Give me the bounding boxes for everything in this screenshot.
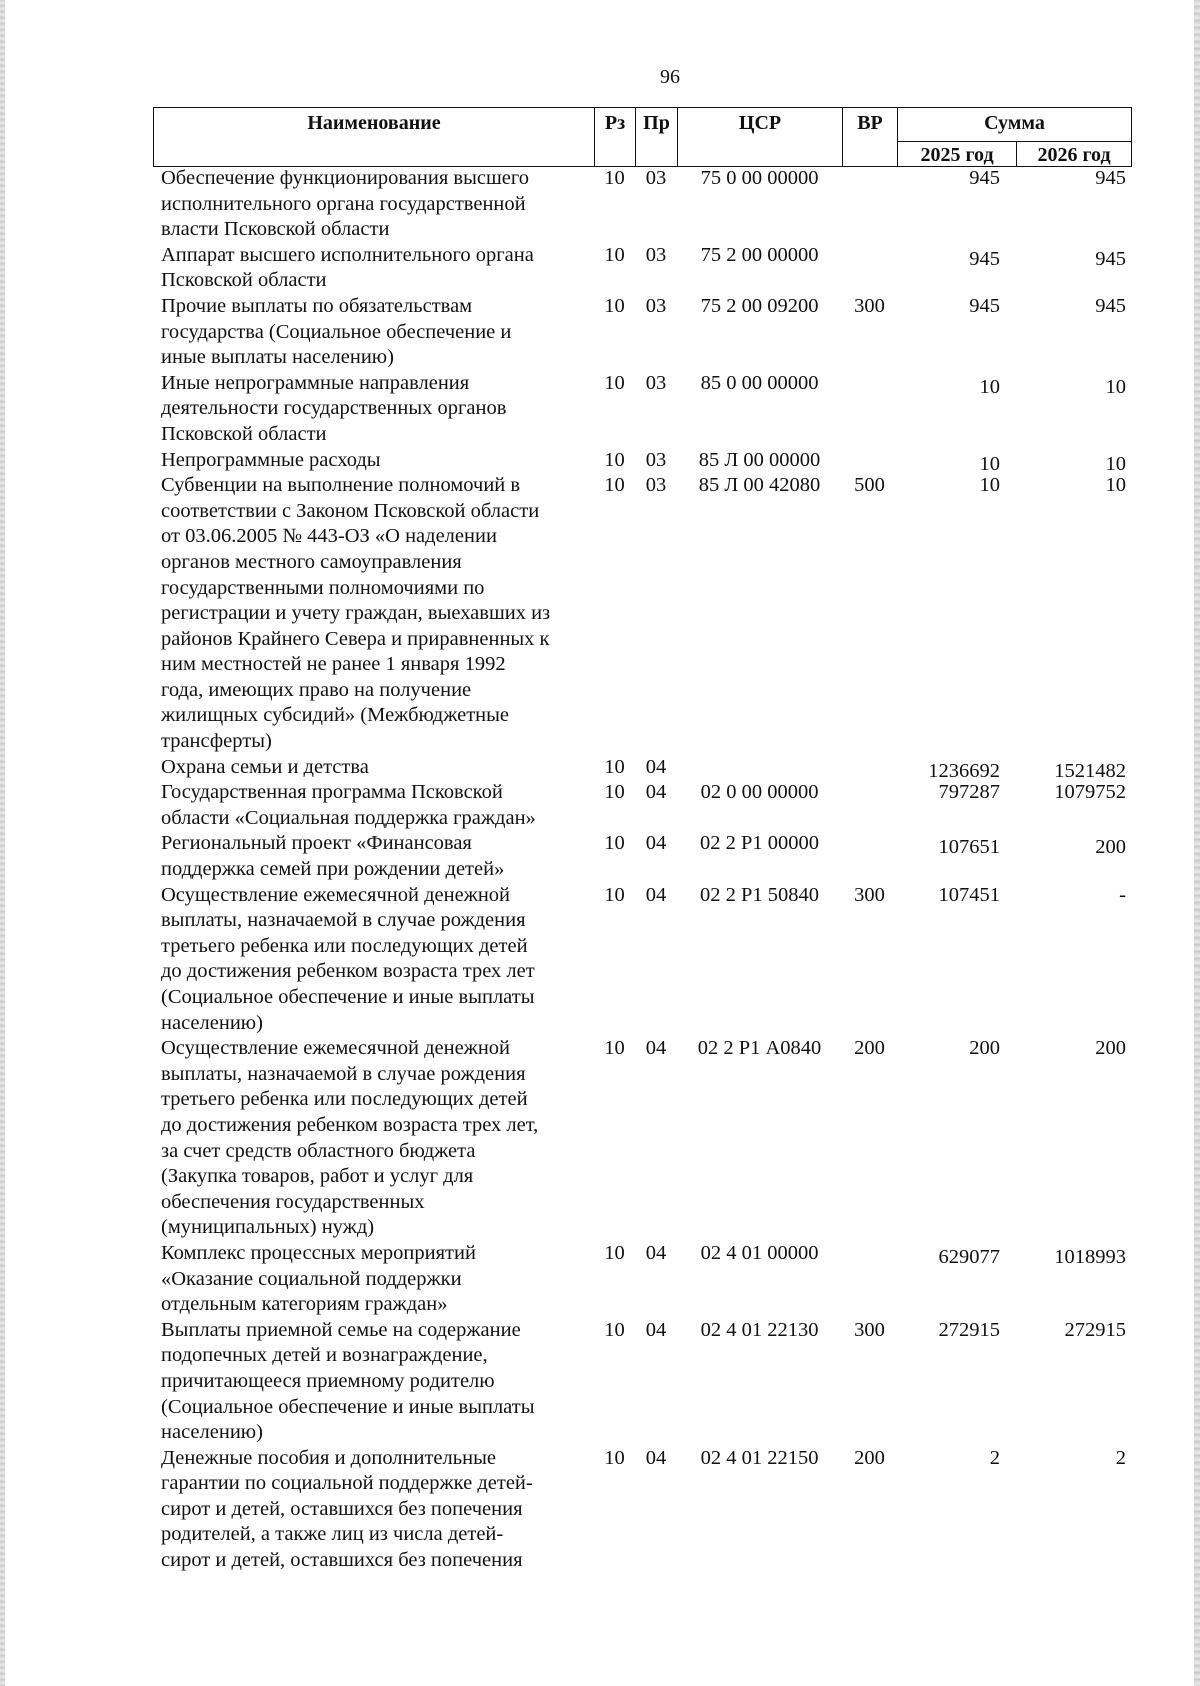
row-name: Денежные пособия и дополнительные гарантии по социальной поддержке детей- сирот и детей, оставшихся без попечения родителей, а также лиц из числа детей- сирот и детей, оставшихся без попечения xyxy=(161,1446,533,1572)
row-rz: 10 xyxy=(604,371,625,394)
row-sum-2025: 107451 xyxy=(938,883,1000,906)
row-name: Субвенции на выполнение полномочий в соответствии с Законом Псковской области от 03.06.2005 № 443-ОЗ «О наделении органов местного самоуправления государственными полномочиями по регистрации и учету граждан, выехавших из районов Крайнего Севера и приравненных к ним местностей не ранее 1 января 1992 года, имеющих право на получение жилищных субсидий» (Межбюджетные трансферты) xyxy=(161,474,551,753)
row-rz: 10 xyxy=(604,1318,625,1341)
row-vr: 300 xyxy=(854,1318,885,1341)
row-pr: 04 xyxy=(645,1446,667,1469)
row-sum-2025: 10 xyxy=(979,452,1000,475)
table-row xyxy=(153,780,1132,831)
row-pr: 04 xyxy=(645,883,667,906)
row-sum-2026: 945 xyxy=(1095,294,1126,317)
table-row xyxy=(153,1241,1132,1318)
table-row xyxy=(153,371,1132,448)
header-pr: Пр xyxy=(635,107,677,167)
row-csr: 02 4 01 22130 xyxy=(700,1318,819,1341)
table-row xyxy=(153,1446,1132,1574)
row-sum-2026: 945 xyxy=(1095,167,1126,189)
row-rz: 10 xyxy=(604,474,625,497)
row-rz: 10 xyxy=(604,448,625,471)
row-pr: 04 xyxy=(645,781,667,804)
scan-edge-left xyxy=(0,0,5,1686)
row-rz: 10 xyxy=(604,294,625,317)
table-row xyxy=(153,1036,1132,1241)
header-sum: Сумма xyxy=(897,107,1132,141)
table-header xyxy=(153,107,1132,167)
row-name: Осуществление ежемесячной денежной выплаты, назначаемой в случае рождения третьего ребенка или последующих детей до достижения ребенком возраста трех лет, за счет средств областного бюджета (Закупка товаров, работ и услуг для обеспечения государственных (муниципальных) нужд) xyxy=(161,1037,539,1239)
row-vr: 300 xyxy=(854,294,885,317)
row-sum-2025: 945 xyxy=(969,167,1000,189)
row-csr: 75 2 00 00000 xyxy=(700,243,819,266)
row-sum-2026: 1079752 xyxy=(1054,781,1126,804)
row-name: Осуществление ежемесячной денежной выплаты, назначаемой в случае рождения третьего ребенка или последующих детей до достижения ребенком возраста трех лет (Социальное обеспечение и иные выплаты населению) xyxy=(161,883,535,1034)
row-csr: 02 4 01 22150 xyxy=(700,1446,819,1469)
row-vr: 200 xyxy=(854,1446,885,1469)
row-csr: 02 2 Р1 А0840 xyxy=(697,1037,822,1060)
row-rz: 10 xyxy=(604,1037,625,1060)
row-sum-2025: 272915 xyxy=(938,1318,1000,1341)
row-sum-2026: 200 xyxy=(1095,836,1126,859)
row-vr: 500 xyxy=(854,474,885,497)
table-row xyxy=(153,243,1132,294)
scan-edge-right xyxy=(1194,0,1200,1686)
row-name: Региональный проект «Финансовая поддержка семей при рождении детей» xyxy=(161,832,505,881)
row-pr: 03 xyxy=(645,371,667,394)
header-year-2025: 2025 год xyxy=(897,141,1016,167)
row-name: Обеспечение функционирования высшего исполнительного органа государственной власти Псковской области xyxy=(161,167,529,241)
row-name: Иные непрограммные направления деятельности государственных органов Псковской области xyxy=(161,371,507,445)
table-row xyxy=(153,448,1132,474)
row-pr: 03 xyxy=(645,243,667,266)
row-name: Охрана семьи и детства xyxy=(161,755,369,778)
row-csr: 85 Л 00 00000 xyxy=(698,448,821,471)
row-csr: 85 Л 00 42080 xyxy=(698,474,821,497)
row-sum-2025: 797287 xyxy=(938,781,1000,804)
row-sum-2025: 10 xyxy=(979,375,1000,398)
row-name: Государственная программа Псковской области «Социальная поддержка граждан» xyxy=(161,781,536,829)
row-sum-2026: 200 xyxy=(1095,1037,1126,1060)
row-sum-2026: 1521482 xyxy=(1054,759,1126,782)
table-body xyxy=(153,166,1132,1574)
table-row xyxy=(153,166,1132,243)
row-csr: 02 0 00 00000 xyxy=(700,781,819,804)
row-name: Прочие выплаты по обязательствам государства (Социальное обеспечение и иные выплаты населению) xyxy=(161,294,512,369)
row-name: Комплекс процессных мероприятий «Оказание социальной поддержки отдельным категориям граждан» xyxy=(161,1241,476,1316)
row-sum-2025: 945 xyxy=(969,294,1000,317)
row-csr: 02 2 Р1 00000 xyxy=(699,832,820,855)
row-vr: 300 xyxy=(854,883,885,906)
row-pr: 03 xyxy=(645,448,667,471)
table-row xyxy=(153,1318,1132,1446)
header-vr: ВР xyxy=(842,107,897,167)
row-rz: 10 xyxy=(604,1241,625,1264)
row-sum-2025: 200 xyxy=(969,1037,1000,1060)
row-sum-2026: - xyxy=(1119,883,1126,906)
row-rz: 10 xyxy=(604,883,625,906)
row-sum-2026: 10 xyxy=(1105,452,1126,475)
row-csr: 75 0 00 00000 xyxy=(700,167,819,189)
row-sum-2025: 629077 xyxy=(938,1245,1000,1268)
row-pr: 03 xyxy=(645,294,667,317)
row-rz: 10 xyxy=(604,243,625,266)
row-pr: 03 xyxy=(645,474,667,497)
header-csr: ЦСР xyxy=(677,107,842,167)
row-pr: 04 xyxy=(645,1241,667,1264)
row-csr: 85 0 00 00000 xyxy=(700,371,819,394)
table-row xyxy=(153,473,1132,755)
row-name: Выплаты приемной семье на содержание подопечных детей и вознаграждение, причитающееся приемному родителю (Социальное обеспечение и иные выплаты населению) xyxy=(161,1318,535,1444)
row-sum-2025: 10 xyxy=(979,474,1000,497)
row-rz: 10 xyxy=(604,167,625,189)
row-csr: 02 4 01 00000 xyxy=(700,1241,819,1264)
row-sum-2026: 10 xyxy=(1105,474,1126,497)
row-sum-2026: 1018993 xyxy=(1054,1245,1126,1268)
row-sum-2025: 1236692 xyxy=(928,759,1000,782)
table-row xyxy=(153,294,1132,371)
row-vr: 200 xyxy=(854,1037,885,1060)
row-pr: 04 xyxy=(645,1037,667,1060)
header-rz: Рз xyxy=(594,107,635,167)
row-sum-2026: 2 xyxy=(1115,1446,1126,1469)
row-sum-2025: 107651 xyxy=(938,836,1000,859)
table-row xyxy=(153,883,1132,1037)
row-sum-2025: 2 xyxy=(989,1446,1000,1469)
row-rz: 10 xyxy=(604,832,625,855)
row-pr: 04 xyxy=(645,1318,667,1341)
table-row xyxy=(153,755,1132,781)
row-name: Аппарат высшего исполнительного органа Псковской области xyxy=(161,243,534,292)
row-rz: 10 xyxy=(604,755,625,778)
row-sum-2025: 945 xyxy=(969,247,1000,270)
header-name: Наименование xyxy=(153,107,594,167)
table-row xyxy=(153,831,1132,882)
row-csr: 02 2 Р1 50840 xyxy=(699,883,820,906)
page-number: 96 xyxy=(660,66,680,88)
row-sum-2026: 272915 xyxy=(1064,1318,1126,1341)
row-sum-2026: 10 xyxy=(1105,375,1126,398)
row-rz: 10 xyxy=(604,781,625,804)
row-sum-2026: 945 xyxy=(1095,247,1126,270)
header-year-2026: 2026 год xyxy=(1016,141,1132,167)
row-pr: 04 xyxy=(645,832,667,855)
row-pr: 03 xyxy=(645,167,667,189)
row-name: Непрограммные расходы xyxy=(161,448,381,471)
row-rz: 10 xyxy=(604,1446,625,1469)
row-pr: 04 xyxy=(645,755,667,778)
row-csr: 75 2 00 09200 xyxy=(700,294,819,317)
